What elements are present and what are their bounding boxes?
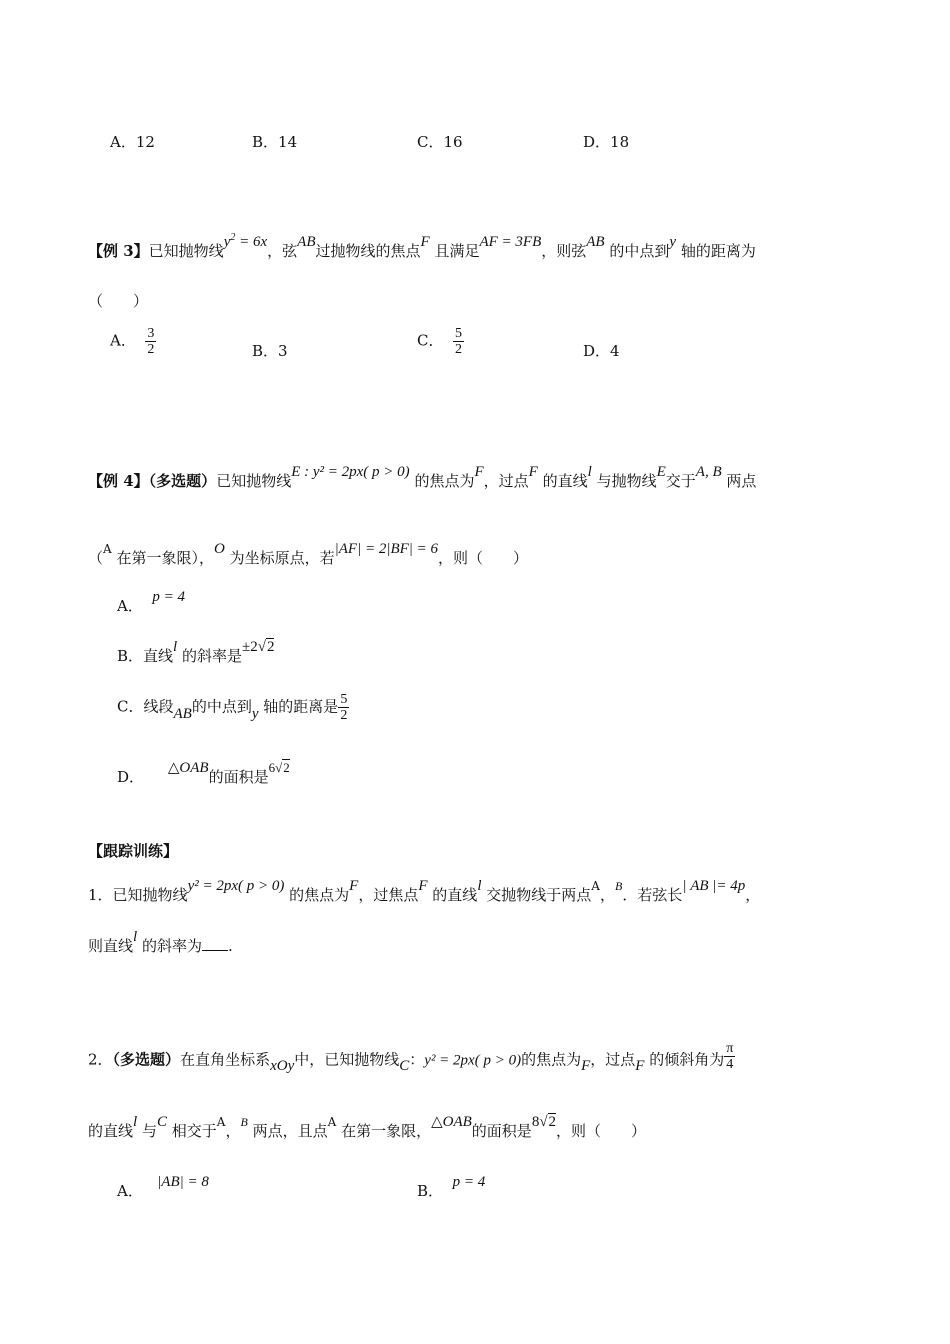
example-3-option-a: A． $\frac{3}{2}$ — [110, 326, 155, 357]
example-4-option-c: C．线段AB的中点到y 轴的距离是 $\frac{5}{2}$ — [117, 692, 348, 723]
example-3-option-b: B．3 — [252, 342, 288, 360]
track-q2-option-b: B． p = 4 — [417, 1174, 486, 1200]
track-q2-stem: 2．（多选题）在直角坐标系xOy中，已知抛物线C：y² = 2px( p > 0)的焦点为F，过点F 的倾斜角为 $\frac{\pi}{4}$ — [88, 1041, 734, 1074]
example-3-option-c: C． $\frac{5}{2}$ — [417, 326, 463, 357]
example-4-option-d: D． △OAB的面积是6√2 — [117, 760, 290, 786]
q0-option-a: A．12 — [110, 133, 155, 151]
example-4-stem-line2: （$^A$ 在第一象限），O 为坐标原点，若|AF| = 2|BF| = 6，则（ ） — [88, 541, 529, 567]
track-q1-line2: 则直线l 的斜率为 . — [88, 929, 233, 955]
track-heading: 【跟踪训练】 — [88, 842, 179, 860]
track-q2-line2: 的直线l 与C 相交于$^A$，$^B$ 两点，且点$^A$ 在第一象限，△OAB的面积是8√2，则（ ） — [88, 1114, 647, 1140]
track-q1-stem: 1．已知抛物线y² = 2px( p > 0) 的焦点为F，过焦点F 的直线l 交抛物线于两点$^A$，$^B$．若弦长| AB |= 4p， — [88, 878, 761, 904]
example-4-stem: 【例 4】（多选题）已知抛物线E : y² = 2px( p > 0) 的焦点为F，过点F 的直线l 与抛物线E交于A, B 两点 — [88, 464, 757, 490]
track-q2-option-a: A． |AB| = 8 — [117, 1174, 209, 1200]
example-3-paren: （ ） — [88, 292, 149, 310]
example-4-option-b: B．直线l 的斜率是±2√2 — [117, 639, 275, 665]
q0-option-b: B．14 — [252, 133, 298, 151]
example-4-option-a: A． p = 4 — [117, 589, 186, 615]
example-3-stem: 【例 3】已知抛物线$y^2 = 6x$，弦AB过抛物线的焦点F 且满足AF = 3FB，则弦AB 的中点到y 轴的距离为 — [88, 232, 756, 260]
example-3-option-d: D．4 — [583, 342, 620, 360]
q0-option-c: C．16 — [417, 133, 463, 151]
answer-blank[interactable] — [202, 936, 228, 951]
q0-option-d: D．18 — [583, 133, 630, 151]
